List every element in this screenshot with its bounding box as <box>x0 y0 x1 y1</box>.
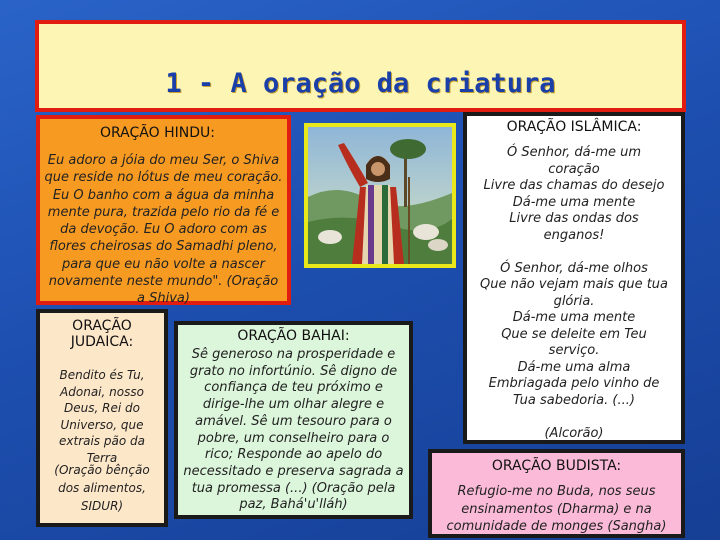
islamic-line: Livre das ondas dos <box>509 211 639 226</box>
islamic-line: Dá-me uma alma <box>517 359 631 375</box>
judaic-citation: (Oração bênção dos alimentos, SIDUR) <box>54 463 150 513</box>
islamic-line: Ó Senhor, dá-me olhos <box>500 260 648 276</box>
judaic-heading-line: JUDAICA: <box>70 334 134 350</box>
islamic-line: Dá-me uma mente <box>512 310 636 325</box>
islamic-prayer-text <box>470 145 678 442</box>
buddhist-heading: ORAÇÃO BUDISTA: <box>491 458 622 474</box>
islamic-line: glória. <box>553 293 595 309</box>
islamic-citation: (Alcorão) <box>544 425 604 441</box>
islamic-line: Tua sabedoria. (...) <box>513 392 635 408</box>
bahai-prayer-text: Sê generoso na prosperidade e grato no infortúnio. Sê digno de confiança de teu próximo e dirige-lhe um olhar alegre e amável. Sê um tesouro para o pobre, um conselheiro para o rico; Responde ao apelo do necessitado e preserva sagrada a tua promessa (...) (Oração pela paz, Bahá'u'lláh) <box>183 347 404 513</box>
islamic-line <box>470 409 678 426</box>
islamic-line: Dá-me uma mente <box>512 194 636 210</box>
buddhist-prayer-text: Refugio-me no Buda, nos seus ensinamentos (Dharma) e na comunidade de monges (Sangha) <box>446 484 667 534</box>
jesus-shepherd-image <box>308 127 452 264</box>
islamic-line: Que não vejam mais que tua <box>479 277 669 292</box>
buddhist-prayer-panel <box>428 449 685 538</box>
title-panel <box>35 20 686 112</box>
judaic-heading-line: ORAÇÃO <box>72 318 132 334</box>
hindu-heading: ORAÇÃO HINDU: <box>100 125 215 141</box>
islamic-line <box>470 244 678 261</box>
islamic-line: Livre das chamas do desejo <box>483 178 665 193</box>
islamic-line: Ó Senhor, dá-me um <box>506 145 642 160</box>
islamic-line: Que se deleite em Teu <box>501 326 647 342</box>
bahai-prayer-panel <box>174 321 413 519</box>
islamic-heading: ORAÇÃO ISLÂMICA: <box>506 119 642 135</box>
islamic-line: Embriagada pelo vinho de <box>488 376 660 391</box>
islamic-line: serviço. <box>548 343 600 358</box>
islamic-line: coração <box>548 161 600 177</box>
judaic-prayer-panel <box>36 309 168 527</box>
judaic-prayer-text: Bendito és Tu, Adonai, nosso Deus, Rei do Universo, que extrais pão da Terra <box>59 368 145 465</box>
jesus-illustration <box>304 123 456 268</box>
judaic-heading <box>40 318 164 350</box>
bahai-heading: ORAÇÃO BAHAI: <box>237 328 350 344</box>
hindu-prayer-text: Eu adoro a jóia do meu Ser, o Shiva que reside no lótus de meu coração. Eu O banho com a água da minha mente pura, trazida pelo rio da fé e da devoção. Eu O adoro com as flores cheirosas do Samadhi pleno, para que eu não volte a nascer novamente neste mundo". (Oração a Shiva) <box>44 153 283 307</box>
islamic-line: enganos! <box>543 227 605 243</box>
islamic-prayer-panel <box>463 112 685 444</box>
slide-title: 1 - A oração da criatura <box>165 68 556 99</box>
hindu-prayer-panel <box>36 115 291 305</box>
